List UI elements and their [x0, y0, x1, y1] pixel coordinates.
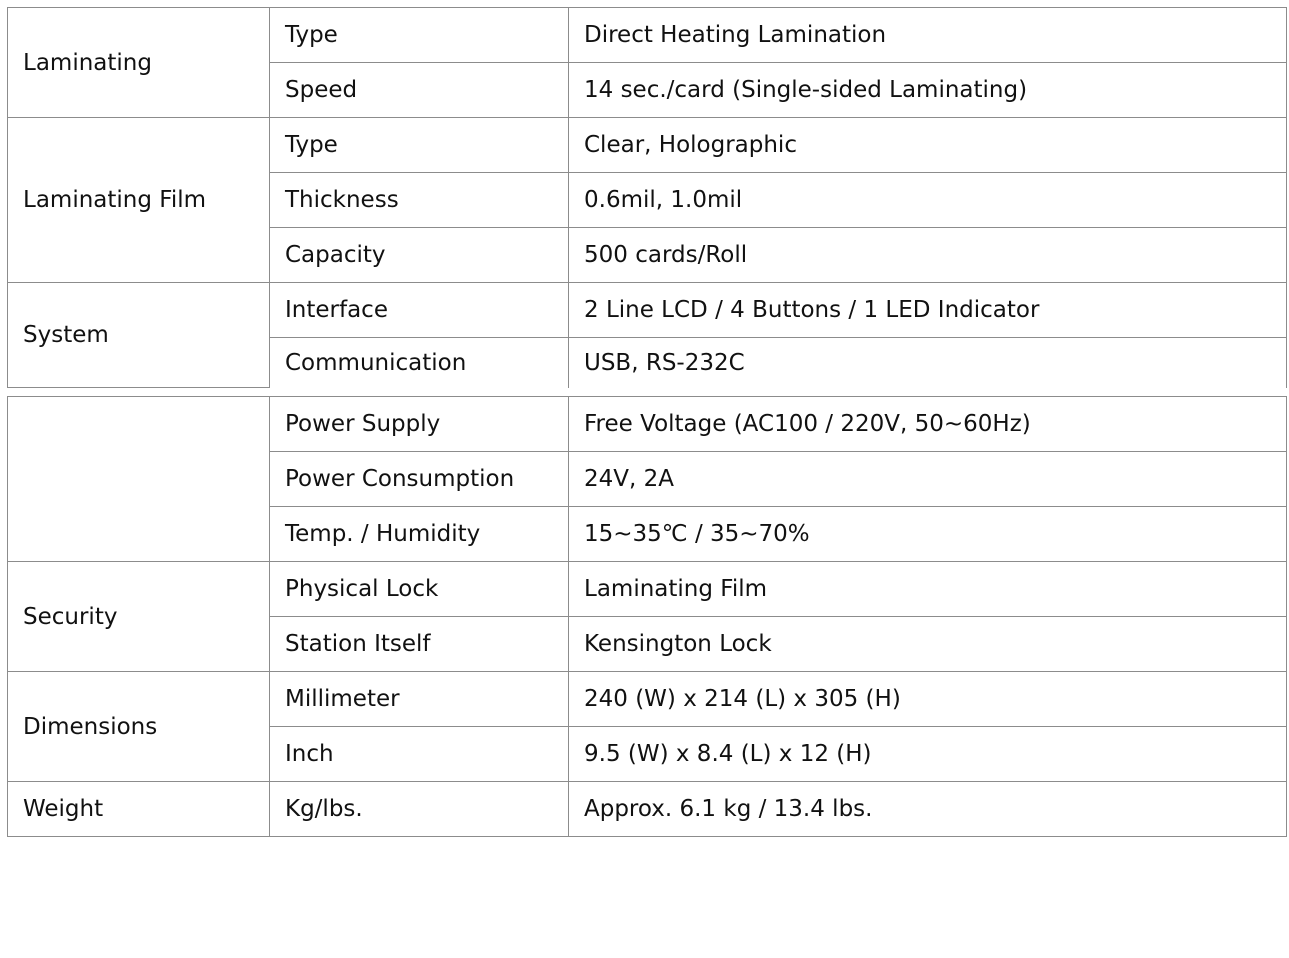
- spec-label: Speed: [270, 63, 569, 118]
- spec-value: 15~35℃ / 35~70%: [569, 507, 1287, 562]
- spec-label: Type: [270, 8, 569, 63]
- spec-label: Physical Lock: [270, 562, 569, 617]
- group-cell: Security: [8, 562, 270, 672]
- spec-table-top: [7, 7, 1287, 388]
- group-cell: System: [8, 283, 270, 388]
- table-row: [8, 397, 1287, 452]
- spec-value: Direct Heating Lamination: [569, 8, 1287, 63]
- spec-label: Inch: [270, 727, 569, 782]
- spec-value: 9.5 (W) x 8.4 (L) x 12 (H): [569, 727, 1287, 782]
- spec-value: Clear, Holographic: [569, 118, 1287, 173]
- spec-value: 0.6mil, 1.0mil: [569, 173, 1287, 228]
- spec-label: Power Supply: [270, 397, 569, 452]
- table-row: [8, 782, 1287, 837]
- table-row: [8, 8, 1287, 63]
- group-cell: Weight: [8, 782, 270, 837]
- spec-value: 500 cards/Roll: [569, 228, 1287, 283]
- group-cell: Laminating Film: [8, 118, 270, 283]
- spec-label: Interface: [270, 283, 569, 338]
- table-row: [8, 562, 1287, 617]
- table-row: [8, 118, 1287, 173]
- spec-value: Kensington Lock: [569, 617, 1287, 672]
- spec-label: Kg/lbs.: [270, 782, 569, 837]
- spec-value: USB, RS-232C: [569, 338, 1287, 388]
- spec-value: 240 (W) x 214 (L) x 305 (H): [569, 672, 1287, 727]
- spec-label: Station Itself: [270, 617, 569, 672]
- spec-value: 14 sec./card (Single-sided Laminating): [569, 63, 1287, 118]
- table-row: [8, 672, 1287, 727]
- spec-label: Millimeter: [270, 672, 569, 727]
- group-cell: Laminating: [8, 8, 270, 118]
- spec-label: Type: [270, 118, 569, 173]
- spec-value: Laminating Film: [569, 562, 1287, 617]
- spec-label: Temp. / Humidity: [270, 507, 569, 562]
- spec-label: Communication: [270, 338, 569, 388]
- group-cell: Dimensions: [8, 672, 270, 782]
- spec-table-bottom: [7, 396, 1287, 837]
- group-cell: [8, 397, 270, 562]
- spec-label: Capacity: [270, 228, 569, 283]
- spec-value: Free Voltage (AC100 / 220V, 50~60Hz): [569, 397, 1287, 452]
- spec-label: Thickness: [270, 173, 569, 228]
- spec-label: Power Consumption: [270, 452, 569, 507]
- table-row: [8, 283, 1287, 338]
- spec-value: Approx. 6.1 kg / 13.4 lbs.: [569, 782, 1287, 837]
- spec-value: 2 Line LCD / 4 Buttons / 1 LED Indicator: [569, 283, 1287, 338]
- spec-value: 24V, 2A: [569, 452, 1287, 507]
